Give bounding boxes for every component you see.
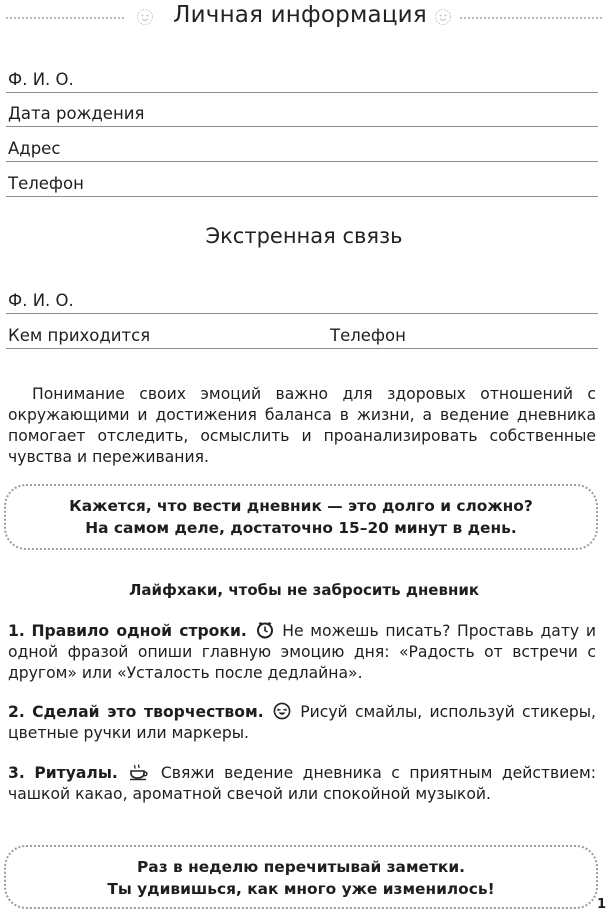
birth-date-field[interactable] (6, 98, 598, 127)
smiley-icon (434, 8, 452, 26)
header-divider-right (460, 17, 602, 19)
birth-date-label: Дата рождения (8, 104, 145, 123)
laughing-face-icon (273, 702, 291, 720)
lifehack-1-number: 1. (8, 622, 25, 640)
callout-bottom (4, 845, 598, 909)
lifehack-item-3 (8, 763, 596, 805)
lifehack-2-number: 2. (8, 703, 25, 721)
lifehack-item-2 (8, 702, 596, 744)
page-title: Личная информация (173, 2, 427, 28)
emergency-phone-label: Телефон (330, 326, 406, 345)
lifehack-item-1 (8, 621, 596, 684)
callout-top (4, 484, 598, 550)
clock-icon (256, 621, 274, 639)
page-number: 1 (596, 897, 606, 912)
callout-bottom-line2: Ты удивишься, как много уже изменилось! (107, 880, 495, 898)
callout-bottom-line1: Раз в неделю перечитывай заметки. (137, 858, 465, 876)
emergency-title: Экстренная связь (205, 224, 403, 248)
emergency-fio-field[interactable] (6, 285, 598, 314)
lifehacks-title: Лайфхаки, чтобы не забросить дневник (128, 581, 480, 599)
fio-field[interactable] (6, 64, 598, 93)
lifehack-3-text: Свяжи ведение дневника с приятным действием: чашкой какао, ароматной свечой или спокойной музыкой. (8, 764, 596, 803)
lifehack-3-number: 3. (8, 764, 25, 782)
lifehack-3-title: Ритуалы. (34, 764, 118, 782)
address-label: Адрес (8, 139, 61, 158)
callout-top-line2: На самом деле, достаточно 15–20 минут в день. (85, 519, 517, 537)
callout-top-line1: Кажется, что вести дневник — это долго и сложно? (69, 497, 533, 515)
emergency-fio-label: Ф. И. О. (8, 291, 74, 310)
phone-field[interactable] (6, 168, 598, 197)
page-header (0, 2, 608, 32)
emergency-relation-label: Кем приходится (8, 326, 151, 345)
fio-label: Ф. И. О. (8, 70, 74, 89)
header-divider-left (6, 17, 124, 19)
address-field[interactable] (6, 133, 598, 162)
lifehack-2-text: Рисуй смайлы, используй стикеры, цветные ручки или маркеры. (8, 703, 596, 742)
emergency-relation-field[interactable] (6, 320, 598, 349)
intro-paragraph: Понимание своих эмоций важно для здоровых отношений с окружающими и достижения баланса в жизни, а ведение дневника помогает отследить, осмыслить и проанализировать собственные чувства и переживания. (8, 385, 596, 466)
lifehack-1-title: Правило одной строки. (31, 622, 247, 640)
coffee-cup-icon (129, 763, 149, 781)
phone-label: Телефон (8, 174, 84, 193)
lifehack-2-title: Сделай это творчеством. (32, 703, 264, 721)
lifehack-1-text: Не можешь писать? Проставь дату и одной фразой опиши главную эмоцию дня: «Радость от встречи с другом» или «Усталость после дедлайна». (8, 622, 596, 682)
